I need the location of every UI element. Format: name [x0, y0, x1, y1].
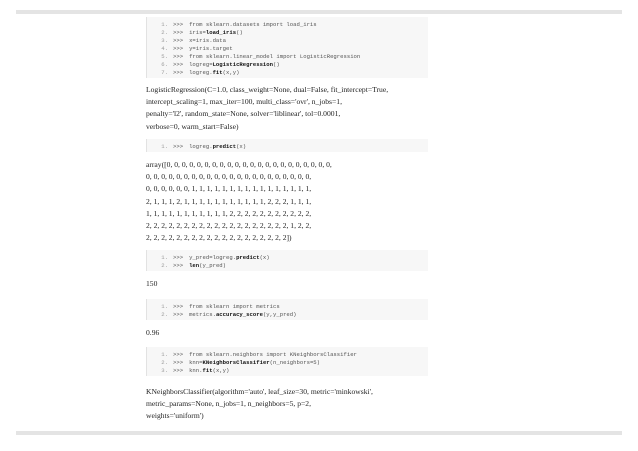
output-line: array([0, 0, 0, 0, 0, 0, 0, 0, 0, 0, 0, 0, 0, 0, 0, 0, 0, 0, 0, 0, 0, 0, [146, 160, 332, 169]
code-segment: () [236, 28, 243, 36]
code-line [147, 52, 428, 60]
console-prompt: >>> [173, 366, 184, 374]
line-number: 3. [161, 366, 168, 374]
line-number: 1. [161, 253, 168, 261]
line-number: 2. [161, 28, 168, 36]
console-prompt: >>> [173, 52, 184, 60]
code-text [189, 351, 357, 358]
code-segment: x=iris.data [189, 36, 227, 44]
code-text [189, 37, 226, 44]
code-keyword: LogisticRegression [212, 60, 274, 68]
output-line: metric_params=None, n_jobs=1, n_neighbors=5, p=2, [146, 399, 311, 409]
output-accuracy [146, 327, 446, 339]
code-text [189, 367, 229, 374]
console-prompt: >>> [173, 36, 184, 44]
code-line [147, 358, 428, 366]
line-number: 4. [161, 44, 168, 52]
line-number: 1. [161, 20, 168, 28]
bottom-divider [16, 431, 622, 435]
output-line: 0, 0, 0, 0, 0, 0, 1, 1, 1, 1, 1, 1, 1, 1, 1, 1, 1, 1, 1, 1, 1, 1, [146, 184, 312, 194]
code-line [147, 68, 428, 76]
code-line [147, 28, 428, 36]
code-text [189, 61, 280, 68]
code-segment: logreg= [189, 60, 213, 68]
line-number: 1. [161, 302, 168, 310]
line-number: 3. [161, 36, 168, 44]
code-keyword: fit [212, 68, 223, 76]
code-segment: (x,y) [222, 68, 240, 76]
line-number: 2. [161, 310, 168, 318]
code-line [147, 261, 428, 269]
code-segment: knn. [189, 366, 203, 374]
code-line [147, 310, 428, 318]
code-segment: logreg. [189, 142, 213, 150]
code-block-len[interactable] [146, 250, 428, 271]
code-text [189, 29, 243, 36]
code-block-accuracy[interactable] [146, 299, 428, 320]
console-prompt: >>> [173, 20, 184, 28]
code-segment: from sklearn.datasets import load_iris [189, 20, 317, 28]
code-segment: (x) [259, 253, 270, 261]
code-text [189, 359, 320, 366]
console-prompt: >>> [173, 60, 184, 68]
output-line: verbose=0, warm_start=False) [146, 121, 239, 131]
output-knn-classifier [146, 386, 446, 423]
console-prompt: >>> [173, 261, 184, 269]
code-segment: (y_pred) [199, 261, 227, 269]
code-segment: y_pred=logreg. [189, 253, 237, 261]
line-number: 2. [161, 358, 168, 366]
code-keyword: predict [236, 253, 260, 261]
code-segment: (x,y) [212, 366, 230, 374]
code-line [147, 253, 428, 261]
code-block-predict[interactable] [146, 139, 428, 152]
console-prompt: >>> [173, 142, 184, 150]
output-logistic-regression [146, 84, 446, 133]
code-line [147, 44, 428, 52]
code-keyword: accuracy_score [215, 310, 263, 318]
output-line: LogisticRegression(C=1.0, class_weight=None, dual=False, fit_intercept=True, [146, 85, 389, 94]
code-segment: knn= [189, 358, 203, 366]
output-line: 2, 2, 2, 2, 2, 2, 2, 2, 2, 2, 2, 2, 2, 2, 2, 2, 2, 2, 2]) [146, 233, 292, 243]
code-segment: iris= [189, 28, 206, 36]
line-number: 2. [161, 261, 168, 269]
line-number: 5. [161, 52, 168, 60]
code-text [189, 254, 270, 261]
code-text [189, 69, 239, 76]
code-segment: (n_neighbors=5) [269, 358, 321, 366]
code-line [147, 302, 428, 310]
output-prediction-array [146, 159, 446, 244]
code-line [147, 36, 428, 44]
code-line [147, 142, 428, 150]
code-keyword: len [189, 261, 200, 269]
output-line: 2, 1, 1, 1, 2, 1, 1, 1, 1, 1, 1, 1, 1, 1, 1, 1, 2, 2, 2, 1, 1, 1, [146, 196, 312, 206]
line-number: 1. [161, 350, 168, 358]
console-prompt: >>> [173, 350, 184, 358]
console-prompt: >>> [173, 302, 184, 310]
console-prompt: >>> [173, 28, 184, 36]
output-line: 2, 2, 2, 2, 2, 2, 2, 2, 2, 2, 2, 2, 2, 2, 2, 2, 2, 2, 2, 1, 2, 2, [146, 221, 312, 231]
console-prompt: >>> [173, 68, 184, 76]
code-line [147, 60, 428, 68]
console-prompt: >>> [173, 358, 184, 366]
output-line: 1, 1, 1, 1, 1, 1, 1, 1, 1, 1, 1, 2, 2, 2, 2, 2, 2, 2, 2, 2, 2, 2, [146, 208, 312, 218]
code-line [147, 350, 428, 358]
output-length [146, 278, 446, 290]
code-text [189, 311, 296, 318]
code-keyword: load_iris [205, 28, 237, 36]
output-line: intercept_scaling=1, max_iter=100, multi_class='ovr', n_jobs=1, [146, 97, 342, 107]
code-segment: () [273, 60, 280, 68]
code-text [189, 143, 246, 150]
output-line: 150 [146, 279, 158, 288]
output-line: penalty='l2', random_state=None, solver='liblinear', tol=0.0001, [146, 109, 341, 119]
code-text [189, 45, 233, 52]
code-segment: (y,y_pred) [262, 310, 297, 318]
code-text [189, 262, 226, 269]
code-segment: (x) [236, 142, 247, 150]
console-prompt: >>> [173, 253, 184, 261]
code-keyword: predict [212, 142, 237, 150]
code-line [147, 366, 428, 374]
code-text [189, 303, 280, 310]
console-prompt: >>> [173, 310, 184, 318]
output-line: weights='uniform') [146, 411, 204, 421]
line-number: 1. [161, 142, 168, 150]
line-number: 6. [161, 60, 168, 68]
line-number: 7. [161, 68, 168, 76]
code-line [147, 20, 428, 28]
code-segment: metrics. [189, 310, 216, 318]
code-block-knn[interactable] [146, 347, 428, 376]
output-line: KNeighborsClassifier(algorithm='auto', leaf_size=30, metric='minkowski', [146, 387, 373, 396]
code-text [189, 53, 360, 60]
code-segment: y=iris.target [189, 44, 233, 52]
code-segment: logreg. [189, 68, 213, 76]
code-segment: from sklearn.neighbors import KNeighborsClassifier [189, 350, 357, 358]
top-divider [16, 10, 622, 14]
code-keyword: KNeighborsClassifier [202, 358, 270, 366]
console-prompt: >>> [173, 44, 184, 52]
output-line: 0, 0, 0, 0, 0, 0, 0, 0, 0, 0, 0, 0, 0, 0, 0, 0, 0, 0, 0, 0, 0, 0, [146, 172, 312, 182]
code-keyword: fit [202, 366, 213, 374]
code-segment: from sklearn import metrics [189, 302, 280, 310]
code-block-load-iris[interactable] [146, 17, 428, 78]
code-text [189, 21, 317, 28]
output-line: 0.96 [146, 328, 160, 337]
code-segment: from sklearn.linear_model import LogisticRegression [189, 52, 361, 60]
